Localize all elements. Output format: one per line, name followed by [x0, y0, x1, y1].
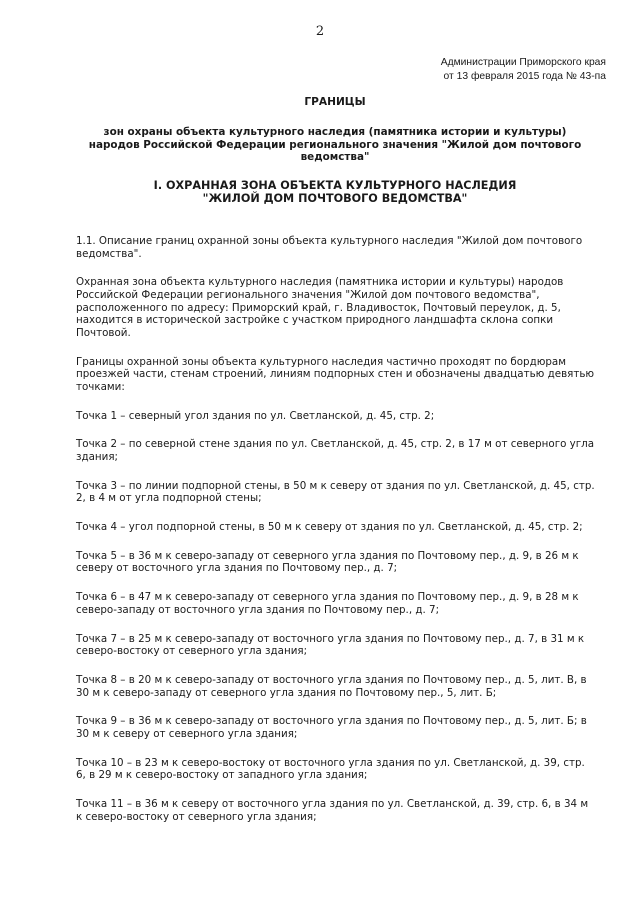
paragraph: Точка 8 – в 20 м к северо-западу от восточного угла здания по Почтовому пер., д. 5, лит. В, в 30 м к северо-западу от северного угла здания по Почтовому пер., 5, лит. Б;: [76, 673, 587, 699]
paragraph: Точка 3 – по линии подпорной стены, в 50 м к северу от здания по ул. Светланской, д. 45, стр. 2, в 4 м от угла подпорной стены;: [76, 479, 595, 505]
paragraph: Точка 10 – в 23 м к северо-востоку от восточного угла здания по ул. Светланской, д. 39, стр. 6, в 29 м к северо-востоку от западного угла здания;: [76, 756, 585, 782]
document-subtitle: зон охраны объекта культурного наследия (памятника истории и культуры) народов Российской Федерации регионального значения "Жилой дом почтового ведомства": [88, 126, 582, 163]
paragraph: Точка 11 – в 36 м к северу от восточного угла здания по ул. Светланской, д. 39, стр. 6, в 34 м к северо-востоку от северного угла здания;: [76, 798, 589, 823]
paragraph: Границы охранной зоны объекта культурного наследия частично проходят по бордюрам проезжей части, стенам строений, линиям подпорных стен и обозначены двадцатью девятью точками:: [76, 355, 595, 393]
approval-line-authority: Администрации Приморского края: [440, 57, 606, 68]
paragraph: Точка 9 – в 36 м к северо-западу от восточного угла здания по Почтовому пер., д. 5, лит. Б; в 30 м к северу от северного угла здания;: [76, 715, 587, 740]
document-title: ГРАНИЦЫ: [304, 96, 366, 108]
paragraph: Охранная зона объекта культурного наследия (памятника истории и культуры) народов Российской Федерации регионального значения "Жилой дом почтового ведомства", расположенного по адресу: Приморский край, г. Владивосток, Почтовый переулок, д. 5, находится в исторической застройке с участком природного ландшафта склона сопки Почтовой.: [76, 276, 564, 339]
paragraph: Точка 2 – по северной стене здания по ул. Светланской, д. 45, стр. 2, в 17 м от северного угла здания;: [76, 438, 595, 463]
document-body: [76, 235, 596, 839]
paragraph: Точка 7 – в 25 м к северо-западу от восточного угла здания по Почтовому пер., д. 7, в 31 м к северо-востоку от северного угла здания;: [76, 632, 585, 658]
paragraph: Точка 4 – угол подпорной стены, в 50 м к северу от здания по ул. Светланской, д. 45, стр. 2;: [76, 521, 583, 534]
paragraph: Точка 5 – в 36 м к северо-западу от северного угла здания по Почтовому пер., д. 9, в 26 м к северу от восточного угла здания по Почтовому пер., д. 7;: [76, 549, 579, 575]
approval-line-date: от 13 февраля 2015 года № 43-па: [443, 71, 606, 82]
paragraph: 1.1. Описание границ охранной зоны объекта культурного наследия "Жилой дом почтового ведомства".: [76, 235, 583, 260]
paragraph: Точка 6 – в 47 м к северо-западу от северного угла здания по Почтовому пер., д. 9, в 28 м к северо-западу от восточного угла здания по Почтовому пер., д. 7;: [76, 591, 579, 616]
approval-block: [441, 56, 606, 84]
page-number: 2: [315, 24, 325, 39]
paragraph: Точка 1 – северный угол здания по ул. Светланской, д. 45, стр. 2;: [76, 409, 435, 422]
section-title: I. ОХРАННАЯ ЗОНА ОБЪЕКТА КУЛЬТУРНОГО НАСЛЕДИЯ "ЖИЛОЙ ДОМ ПОЧТОВОГО ВЕДОМСТВА": [153, 179, 517, 205]
